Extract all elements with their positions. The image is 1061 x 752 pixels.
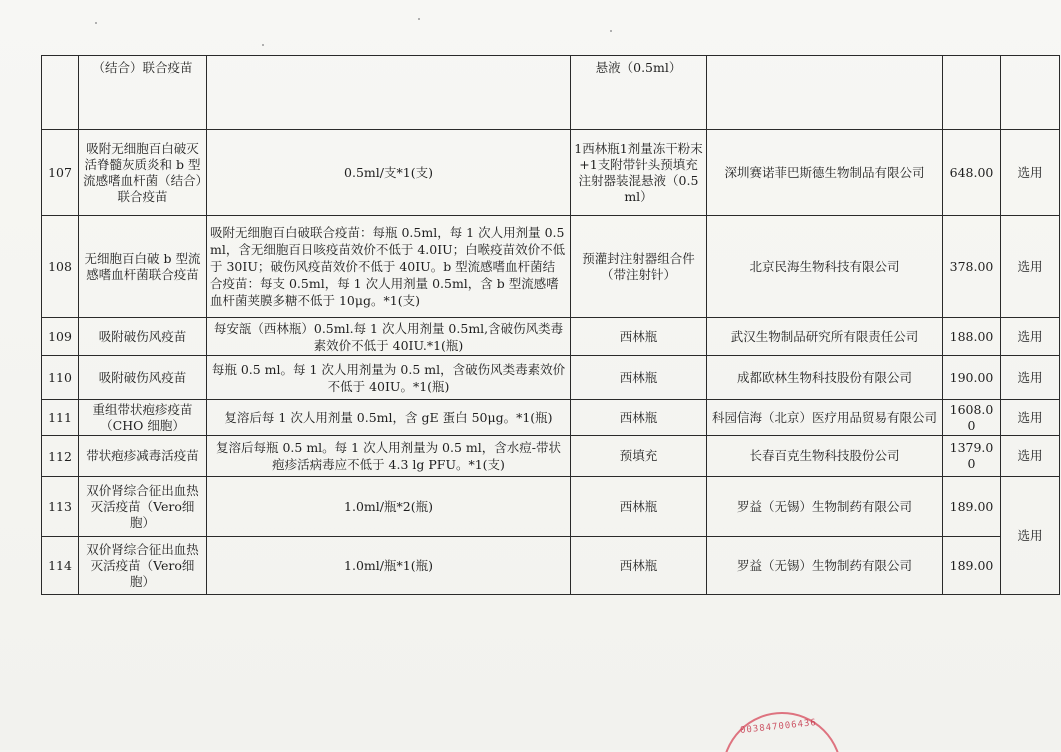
table-row (42, 436, 1060, 477)
vaccine-name: 吸附破伤风疫苗 (79, 356, 207, 400)
vaccine-spec: 吸附无细胞百白破联合疫苗：每瓶 0.5ml，每 1 次人用剂量 0.5ml，含无细胞百日咳疫苗效价不低于 4.0IU；白喉疫苗效价不低于 30IU；破伤风疫苗效价不低于 40IU。b 型流感嗜血杆菌结合疫苗：每支 0.5ml，每 1 次人用剂量 0.5ml，含 b 型流感嗜血杆菌荚膜多糖不低于 10μg。*1(支) (207, 216, 571, 318)
remark: 选用 (1001, 318, 1060, 356)
price: 1608.00 (943, 400, 1001, 436)
manufacturer: 罗益（无锡）生物制药有限公司 (707, 477, 943, 537)
vaccine-package: 悬液（0.5ml） (571, 56, 707, 130)
table-row (42, 477, 1060, 537)
remark: 选用 (1001, 356, 1060, 400)
vaccine-spec: 复溶后每 1 次人用剂量 0.5ml，含 gE 蛋白 50μg。*1(瓶) (207, 400, 571, 436)
price: 1379.00 (943, 436, 1001, 477)
vaccine-package: 预灌封注射器组合件（带注射针） (571, 216, 707, 318)
manufacturer: 北京民海生物科技有限公司 (707, 216, 943, 318)
vaccine-package: 西林瓶 (571, 356, 707, 400)
vaccine-name: 吸附无细胞百白破灭活脊髓灰质炎和 b 型流感嗜血杆菌（结合）联合疫苗 (79, 130, 207, 216)
table-row (42, 400, 1060, 436)
manufacturer: 科园信海（北京）医疗用品贸易有限公司 (707, 400, 943, 436)
vaccine-table (41, 55, 1060, 595)
remark: 选用 (1001, 477, 1060, 595)
vaccine-name: （结合）联合疫苗 (79, 56, 207, 130)
manufacturer: 深圳赛诺菲巴斯德生物制品有限公司 (707, 130, 943, 216)
price (943, 56, 1001, 130)
price: 648.00 (943, 130, 1001, 216)
table-row (42, 56, 1060, 130)
vaccine-spec: 每安瓿（西林瓶）0.5ml.每 1 次人用剂量 0.5ml,含破伤风类毒素效价不低于 40IU.*1(瓶) (207, 318, 571, 356)
vaccine-name: 双价肾综合征出血热灭活疫苗（Vero细胞） (79, 537, 207, 595)
vaccine-spec: 复溶后每瓶 0.5 ml。每 1 次人用剂量为 0.5 ml，含水痘-带状疱疹活病毒应不低于 4.3 lg PFU。*1(支) (207, 436, 571, 477)
vaccine-spec: 1.0ml/瓶*2(瓶) (207, 477, 571, 537)
scan-speck (262, 44, 264, 46)
manufacturer: 罗益（无锡）生物制药有限公司 (707, 537, 943, 595)
vaccine-package: 1西林瓶1剂量冻干粉末+1支附带针头预填充注射器装混悬液（0.5ml） (571, 130, 707, 216)
table-row (42, 216, 1060, 318)
vaccine-package: 西林瓶 (571, 318, 707, 356)
table-row (42, 318, 1060, 356)
row-number: 113 (42, 477, 79, 537)
manufacturer: 成都欧林生物科技股份有限公司 (707, 356, 943, 400)
vaccine-package: 西林瓶 (571, 400, 707, 436)
row-number: 107 (42, 130, 79, 216)
price: 188.00 (943, 318, 1001, 356)
red-seal-stamp (722, 712, 842, 752)
remark (1001, 56, 1060, 130)
price: 189.00 (943, 537, 1001, 595)
row-number: 114 (42, 537, 79, 595)
stamp-number: 003847006436 (739, 718, 818, 736)
row-number: 111 (42, 400, 79, 436)
manufacturer: 长春百克生物科技股份公司 (707, 436, 943, 477)
manufacturer: 武汉生物制品研究所有限责任公司 (707, 318, 943, 356)
vaccine-name: 吸附破伤风疫苗 (79, 318, 207, 356)
table-row (42, 537, 1060, 595)
manufacturer (707, 56, 943, 130)
row-number: 109 (42, 318, 79, 356)
vaccine-spec: 0.5ml/支*1(支) (207, 130, 571, 216)
row-number: 110 (42, 356, 79, 400)
scan-speck (418, 18, 420, 20)
price: 189.00 (943, 477, 1001, 537)
vaccine-name: 无细胞百白破 b 型流感嗜血杆菌联合疫苗 (79, 216, 207, 318)
remark: 选用 (1001, 130, 1060, 216)
scan-speck (95, 22, 97, 24)
vaccine-package: 西林瓶 (571, 477, 707, 537)
row-number (42, 56, 79, 130)
scan-speck (610, 30, 612, 32)
price: 190.00 (943, 356, 1001, 400)
vaccine-spec: 每瓶 0.5 ml。每 1 次人用剂量为 0.5 ml，含破伤风类毒素效价不低于 40IU。*1(瓶) (207, 356, 571, 400)
row-number: 112 (42, 436, 79, 477)
vaccine-spec: 1.0ml/瓶*1(瓶) (207, 537, 571, 595)
vaccine-name: 带状疱疹减毒活疫苗 (79, 436, 207, 477)
remark: 选用 (1001, 436, 1060, 477)
vaccine-package: 预填充 (571, 436, 707, 477)
table-row (42, 356, 1060, 400)
remark: 选用 (1001, 216, 1060, 318)
price: 378.00 (943, 216, 1001, 318)
remark: 选用 (1001, 400, 1060, 436)
vaccine-spec (207, 56, 571, 130)
table-row (42, 130, 1060, 216)
vaccine-name: 重组带状疱疹疫苗（CHO 细胞） (79, 400, 207, 436)
vaccine-name: 双价肾综合征出血热灭活疫苗（Vero细胞） (79, 477, 207, 537)
vaccine-package: 西林瓶 (571, 537, 707, 595)
row-number: 108 (42, 216, 79, 318)
